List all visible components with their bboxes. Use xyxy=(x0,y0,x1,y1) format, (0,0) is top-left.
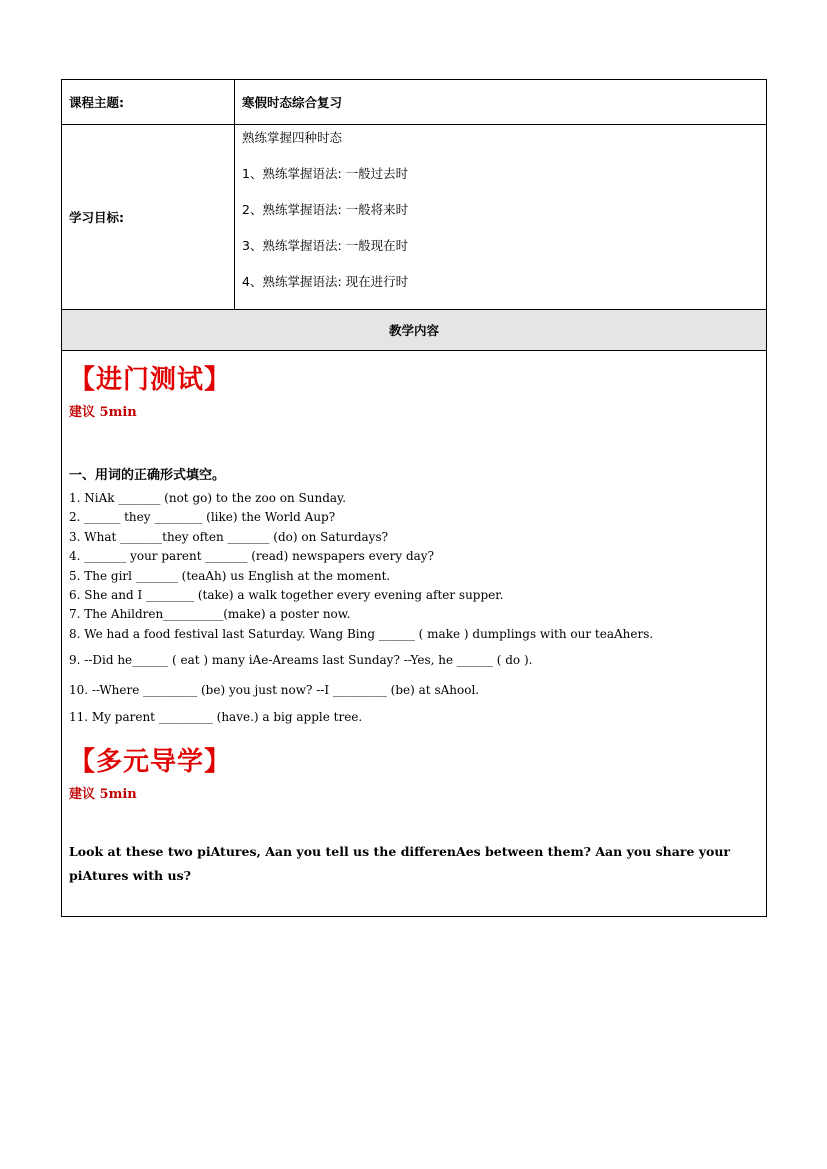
question-item: 7. The Ahildren__________(make) a poster now. xyxy=(69,607,351,622)
goals-label: 学习目标: xyxy=(62,125,235,310)
goal-item: 1、熟练掌握语法: 一般过去时 xyxy=(242,166,409,181)
goal-item: 4、熟练掌握语法: 现在进行时 xyxy=(242,274,409,289)
part-one-title: 一、用词的正确形式填空。 xyxy=(69,468,226,483)
topic-value: 寒假时态综合复习 xyxy=(235,80,767,125)
question-item: 10. --Where _________ (be) you just now? --I _________ (be) at sAhool. xyxy=(69,682,480,697)
topic-label: 课程主题: xyxy=(62,80,235,125)
content-row xyxy=(62,351,767,917)
guided-suggest: 建议 5min xyxy=(69,787,137,803)
topic-row xyxy=(62,80,767,125)
section-title-row xyxy=(62,310,767,351)
question-item: 8. We had a food festival last Saturday. Wang Bing ______ ( make ) dumplings with our teaAhers. xyxy=(69,626,654,641)
question-item: 1. NiAk _______ (not go) to the zoo on Sunday. xyxy=(69,491,347,505)
question-item: 5. The girl _______ (teaAh) us English at the moment. xyxy=(69,568,391,583)
section-title: 教学内容 xyxy=(62,310,767,351)
entry-test-suggest: 建议 5min xyxy=(69,405,137,420)
entry-test-heading: 【进门测试】 xyxy=(69,365,232,395)
goals-list xyxy=(235,125,767,310)
question-item: 3. What _______they often _______ (do) on Saturdays? xyxy=(69,529,389,544)
question-item: 9. --Did he______ ( eat ) many iAe-Areams last Sunday? --Yes, he ______ ( do ). xyxy=(69,653,533,668)
question-item: 11. My parent _________ (have.) a big apple tree. xyxy=(69,710,363,725)
question-item: 6. She and I ________ (take) a walk together every evening after supper. xyxy=(69,588,504,603)
lesson-table xyxy=(61,79,767,917)
goals-row xyxy=(62,125,767,310)
goal-item: 2、熟练掌握语法: 一般将来时 xyxy=(242,202,409,217)
goal-item: 3、熟练掌握语法: 一般现在时 xyxy=(242,238,409,253)
content-area xyxy=(62,351,767,917)
guided-heading: 【多元导学】 xyxy=(69,747,232,778)
question-item: 4. _______ your parent _______ (read) newspapers every day? xyxy=(69,549,435,564)
goal-item: 熟练掌握四种时态 xyxy=(242,130,343,145)
question-item: 2. ______ they ________ (like) the World Aup? xyxy=(69,510,336,525)
guided-prompt: Look at these two piAtures, Aan you tell us the differenAes between them? Aan you share your piAtures with us? xyxy=(69,844,731,884)
